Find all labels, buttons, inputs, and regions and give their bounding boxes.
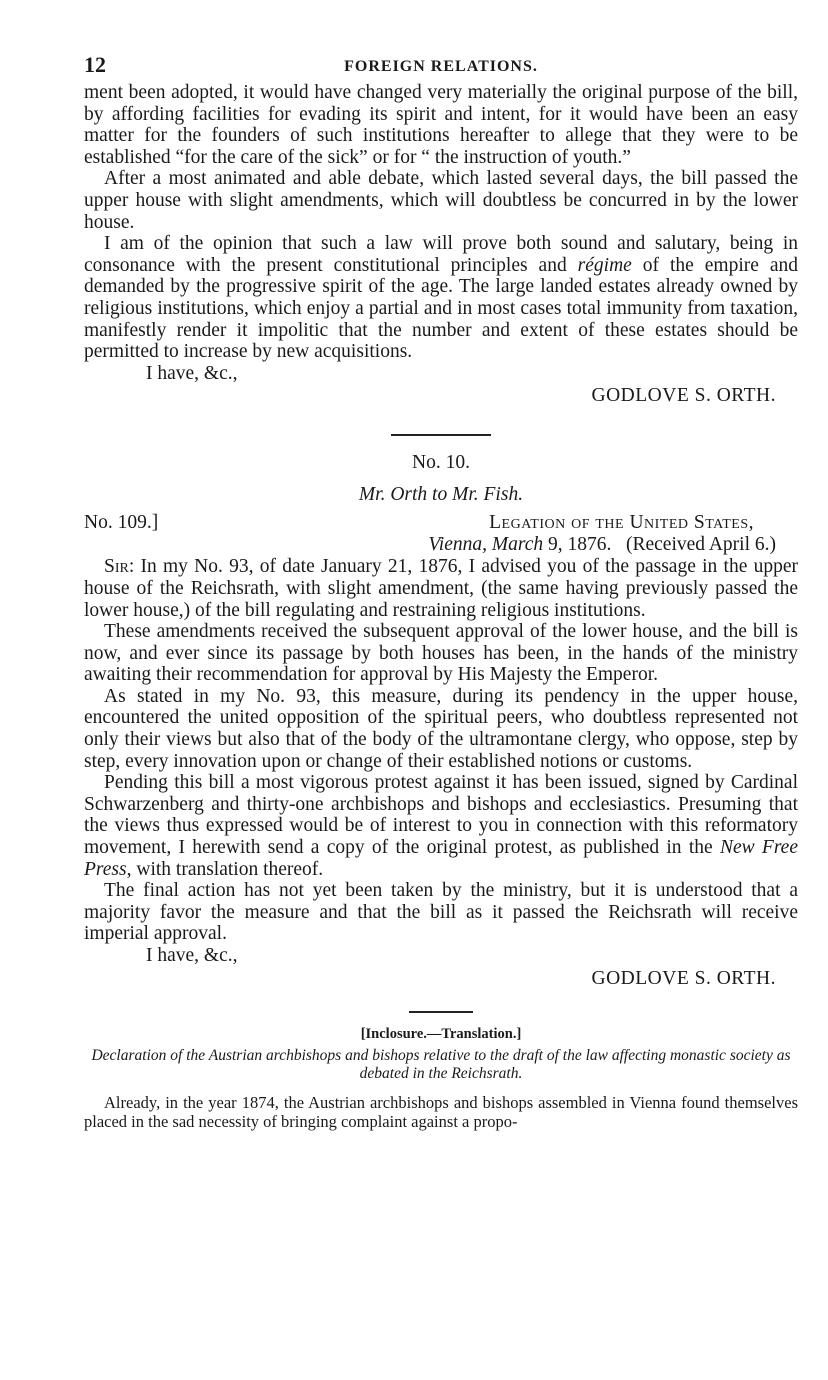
inclosure-divider [409, 1011, 473, 1013]
letter-title: Mr. Orth to Mr. Fish. [358, 484, 524, 506]
inclosure-heading: [Inclosure.—Translation.] [360, 1025, 522, 1042]
paragraph-opinion: I am of the opinion that such a law will prove both sound and salutary, being in consonance with the present constitutional principles and régime of the empire and demanded by the progressive spirit of the age. The large landed estates already owned by religious institutions, which enjoy a partial and in most cases total immunity from taxation, manifestly render it impolitic that the number and extent of these estates should be permitted to increase by new acquisitions. [84, 233, 798, 363]
reference-number: No. 109.] [84, 512, 159, 534]
letter-closing-line: I have, &c., [146, 945, 238, 966]
letter-signature: GODLOVE S. ORTH. [591, 967, 776, 989]
legation-name: Legation of the United States, [489, 512, 754, 534]
salutation: Sir [104, 556, 129, 578]
running-head: FOREIGN RELATIONS. [344, 58, 538, 75]
letter-paragraph-3: As stated in my No. 93, this measure, during its pendency in the upper house, encountered the united opposition of the spiritual peers, who doubtless represented not only their views but also that of the body of the ultramontane clergy, who oppose, step by step, every innovation upon or change of their established notions or customs. [84, 685, 798, 772]
italic-new-free-press: New Free Press [84, 837, 798, 880]
letterhead [84, 512, 798, 556]
signature: GODLOVE S. ORTH. [591, 385, 776, 407]
dateline: Vienna, March 9, 1876. (Received April 6.) [428, 534, 776, 556]
inclosure-paragraph-1: Already, in the year 1874, the Austrian archbishops and bishops assembled in Vienna found themselves placed in the sad necessity of bringing complaint against a propo- [84, 1092, 798, 1131]
letter-paragraph-4: Pending this bill a most vigorous protest against it has been issued, signed by Cardinal Schwarzenberg and thirty-one archbishops and bishops and ecclesiastics. Presuming that the views thus expressed would be of interest to you in connection with this reformatory movement, I herewith send a copy of the original protest, as published in the New Free Press, with translation thereof. [84, 772, 798, 880]
inclosure-title: Declaration of the Austrian archbishops and bishops relative to the draft of the law affecting monastic society as debated in the Reichsrath. [91, 1046, 791, 1082]
page-header [84, 52, 798, 82]
page-number: 12 [84, 52, 106, 77]
letter-paragraph-1: Sir: In my No. 93, of date January 21, 1876, I advised you of the passage in the upper house of the Reichsrath, with slight amendment, (the same having previously passed the lower house,) of the bill regulating and restraining religious institutions. [84, 556, 798, 621]
italic-regime: régime [577, 254, 632, 276]
paragraph-continued: ment been adopted, it would have changed very materially the original purpose of the bill, by affording facilities for evading its spirit and intent, for it would have been an easy matter for the founders of such institutions hereafter to allege that they were to be established “for the care of the sick” or for “ the instruction of youth.” [84, 82, 798, 168]
document-page [84, 52, 798, 1131]
letter-paragraph-2: These amendments received the subsequent approval of the lower house, and the bill is now, and ever since its passage by both houses has been, in the hands of the ministry awaiting their recommendation for approval by His Majesty the Emperor. [84, 621, 798, 686]
paragraph-debate: After a most animated and able debate, which lasted several days, the bill passed the upper house with slight amendments, which will doubtless be concurred in by the lower house. [84, 168, 798, 233]
section-divider [391, 434, 491, 436]
document-number: No. 10. [412, 452, 470, 474]
closing-line: I have, &c., [146, 362, 238, 384]
letter-paragraph-5: The final action has not yet been taken by the ministry, but it is understood that a majority favor the measure and that the bill as it passed the Reichsrath will receive imperial approval. [84, 880, 798, 945]
